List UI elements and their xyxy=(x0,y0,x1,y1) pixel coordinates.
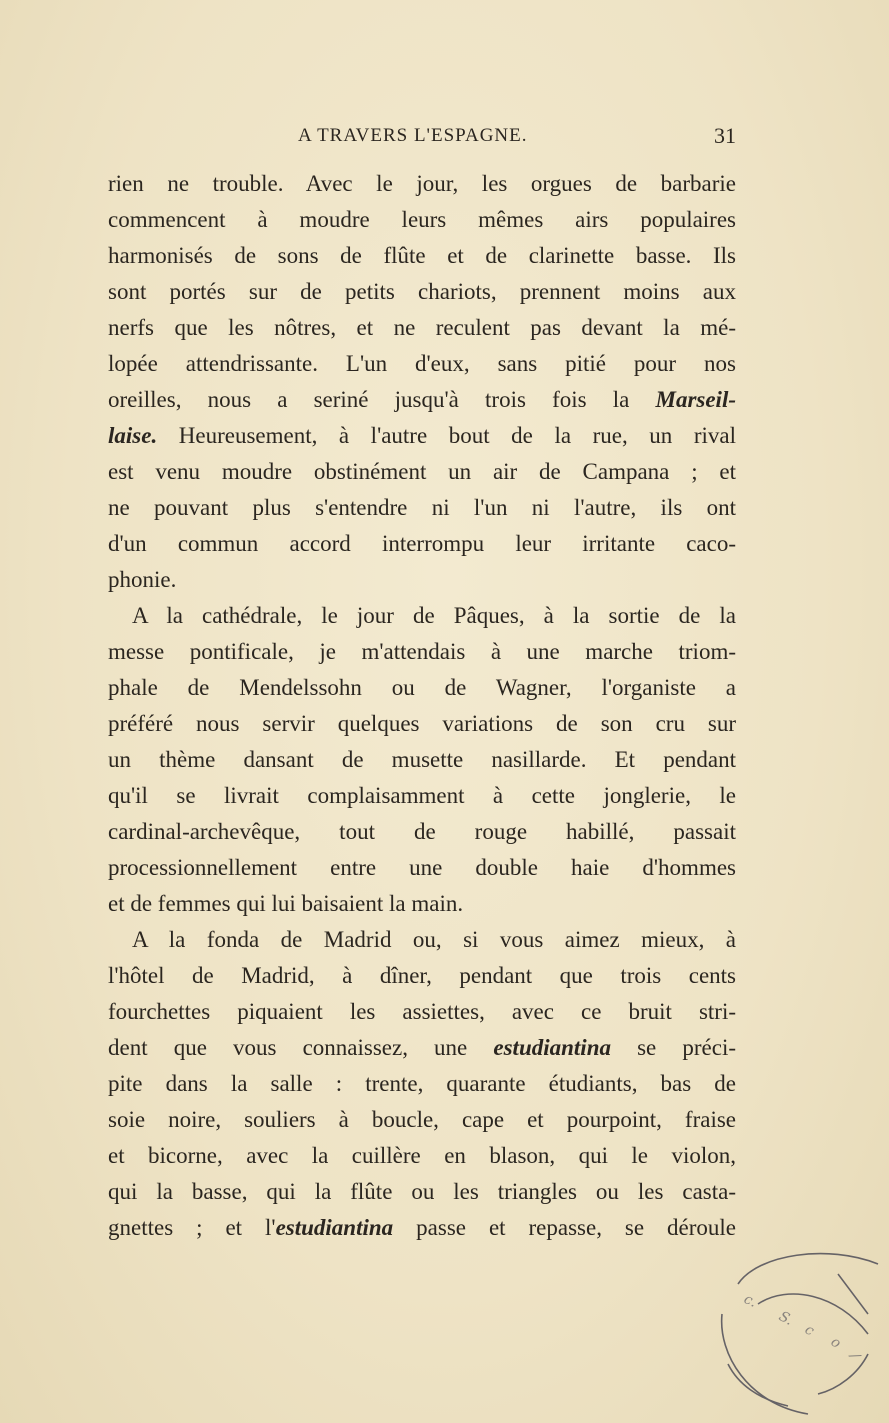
italic-term: Marseil- xyxy=(655,387,736,412)
text-line: lopée attendrissante. L'un d'eux, sans pitié pour nos xyxy=(108,351,736,376)
page-text xyxy=(108,166,736,1246)
text-line: d'un commun accord interrompu leur irritante caco- xyxy=(108,531,736,556)
text-line: nerfs que les nôtres, et ne reculent pas devant la mé- xyxy=(108,315,736,340)
text-line: l'hôtel de Madrid, à dîner, pendant que trois cents xyxy=(108,963,736,988)
svg-text:c: c xyxy=(802,1321,817,1340)
text-line: qui la basse, qui la flûte ou les triangles ou les casta- xyxy=(108,1179,736,1204)
svg-text:/: / xyxy=(846,1350,863,1363)
page-number: 31 xyxy=(714,123,736,148)
text-line: dent que vous connaissez, une estudiantina se préci- xyxy=(108,1035,736,1060)
svg-text:o: o xyxy=(827,1333,844,1352)
italic-term: estudiantina xyxy=(493,1035,611,1060)
text-line: et de femmes qui lui baisaient la main. xyxy=(108,891,464,916)
text-line: fourchettes piquaient les assiettes, avec ce bruit stri- xyxy=(108,999,736,1024)
text-line: est venu moudre obstinément un air de Campana ; et xyxy=(108,459,736,484)
text-line: laise. Heureusement, à l'autre bout de la rue, un rival xyxy=(108,423,736,448)
text-line: ne pouvant plus s'entendre ni l'un ni l'autre, ils ont xyxy=(108,495,736,520)
text-line: préféré nous servir quelques variations de son cru sur xyxy=(108,711,736,736)
running-head xyxy=(108,122,736,152)
running-title: A TRAVERS L'ESPAGNE. xyxy=(298,125,528,146)
text-line: A la cathédrale, le jour de Pâques, à la sortie de la xyxy=(132,603,736,628)
svg-text:S.: S. xyxy=(776,1308,796,1329)
italic-term: estudiantina xyxy=(275,1215,394,1240)
text-line: qu'il se livrait complaisamment à cette jonglerie, le xyxy=(108,783,736,808)
text-line: oreilles, nous a seriné jusqu'à trois fois la Marseil- xyxy=(108,387,736,412)
text-line: sont portés sur de petits chariots, prennent moins aux xyxy=(108,279,736,304)
text-line: cardinal-archevêque, tout de rouge habillé, passait xyxy=(108,819,736,844)
text-line: pite dans la salle : trente, quarante étudiants, bas de xyxy=(108,1071,736,1096)
text-line: et bicorne, avec la cuillère en blason, qui le violon, xyxy=(108,1143,736,1168)
italic-term: laise. xyxy=(108,423,158,448)
text-line: rien ne trouble. Avec le jour, les orgues de barbarie xyxy=(108,171,736,196)
text-line: harmonisés de sons de flûte et de clarinette basse. Ils xyxy=(108,243,736,268)
text-line: phonie. xyxy=(108,567,177,592)
text-line: gnettes ; et l'estudiantina passe et repasse, se déroule xyxy=(108,1215,736,1240)
text-line: A la fonda de Madrid ou, si vous aimez mieux, à xyxy=(132,927,736,952)
library-stamp xyxy=(718,1244,886,1420)
text-line: commencent à moudre leurs mêmes airs populaires xyxy=(108,207,736,232)
text-line: soie noire, souliers à boucle, cape et pourpoint, fraise xyxy=(108,1107,736,1132)
text-line: processionnellement entre une double haie d'hommes xyxy=(108,855,736,880)
text-line: phale de Mendelssohn ou de Wagner, l'organiste a xyxy=(108,675,736,700)
svg-text:c.: c. xyxy=(741,1291,760,1311)
text-line: un thème dansant de musette nasillarde. Et pendant xyxy=(108,747,736,772)
text-line: messe pontificale, je m'attendais à une marche triom- xyxy=(108,639,736,664)
